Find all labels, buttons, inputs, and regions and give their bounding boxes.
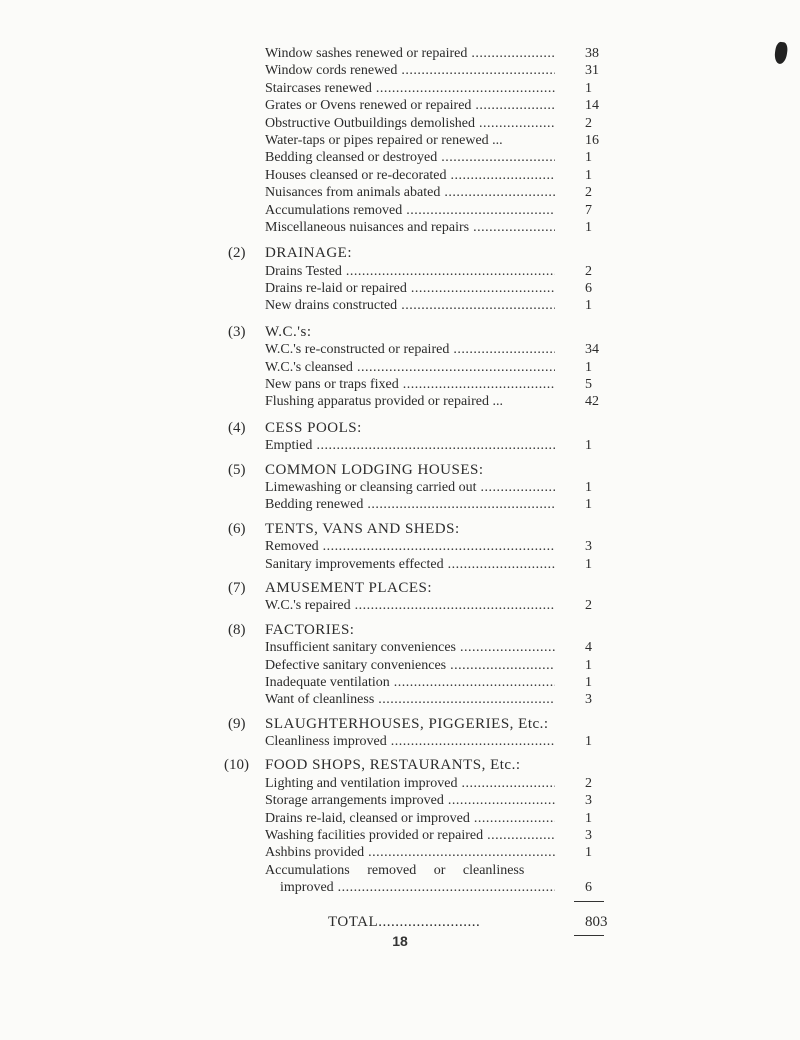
list-item	[228, 359, 608, 376]
item-value: 31	[585, 63, 599, 79]
section-common-lodging-houses	[228, 462, 608, 514]
item-value: 1	[585, 80, 592, 96]
item-value: 1	[585, 845, 592, 861]
item-label: Removed .....	[265, 538, 555, 555]
item-value: 1	[585, 497, 592, 513]
section-heading: FOOD SHOPS, RESTAURANTS, Etc.:	[265, 757, 521, 774]
item-label: New drains constructed .....	[265, 297, 555, 314]
section-food-shops	[224, 757, 608, 896]
section-heading: DRAINAGE:	[265, 245, 352, 262]
item-value: 1	[585, 298, 592, 314]
item-value: 42	[585, 394, 599, 410]
section-number: (3)	[228, 323, 246, 340]
section-number: (2)	[228, 245, 246, 262]
total-rule-top	[574, 901, 604, 902]
item-label: Sanitary improvements effected .....	[265, 556, 555, 573]
list-item	[228, 674, 608, 691]
list-item	[228, 597, 608, 614]
item-label: Storage arrangements improved .....	[265, 792, 555, 809]
item-label: Emptied .....	[265, 437, 555, 454]
list-item	[228, 437, 608, 454]
item-label: Bedding renewed .....	[265, 496, 555, 513]
item-label: Miscellaneous nuisances and repairs .....	[265, 219, 555, 236]
item-value: 2	[585, 185, 592, 201]
item-label: W.C.'s cleansed .....	[265, 359, 555, 376]
section-number: (7)	[228, 579, 246, 596]
section-amusement-places	[228, 580, 608, 615]
item-value: 2	[585, 775, 592, 791]
section-heading: CESS POOLS:	[265, 419, 362, 436]
item-label: Water-taps or pipes repaired or renewed ...	[265, 132, 503, 148]
item-value: 4	[585, 640, 592, 656]
item-value: 5	[585, 377, 592, 393]
item-value: 1	[585, 674, 592, 690]
list-item	[228, 45, 608, 62]
item-value: 6	[585, 880, 592, 896]
item-value: 1	[585, 734, 592, 750]
item-label: Lighting and ventilation improved .....	[265, 775, 555, 792]
section-heading: COMMON LODGING HOUSES:	[265, 461, 484, 478]
item-value: 34	[585, 342, 599, 358]
item-value: 1	[585, 359, 592, 375]
item-value: 38	[585, 46, 599, 61]
section-number: (10)	[224, 757, 249, 774]
list-item	[228, 639, 608, 656]
item-label: Grates or Ovens renewed or repaired .....	[265, 97, 555, 114]
item-label: Washing facilities provided or repaired .....	[265, 827, 555, 844]
item-label: Window sashes renewed or repaired .....	[265, 45, 555, 62]
list-item	[228, 263, 608, 280]
item-value: 3	[585, 793, 592, 809]
item-label: W.C.'s repaired .....	[265, 597, 555, 614]
section-number: (6)	[228, 520, 246, 537]
item-value: 1	[585, 219, 592, 235]
list-item	[228, 792, 608, 809]
list-item	[228, 810, 608, 827]
item-label: Want of cleanliness .....	[265, 691, 555, 708]
section-heading: SLAUGHTERHOUSES, PIGGERIES, Etc.:	[265, 715, 549, 732]
item-value: 3	[585, 692, 592, 708]
section-number: (5)	[228, 461, 246, 478]
item-value: 1	[585, 150, 592, 166]
item-label: Houses cleansed or re-decorated .....	[265, 167, 555, 184]
list-item	[228, 691, 608, 708]
item-label: Defective sanitary conveniences .....	[265, 657, 555, 674]
page-number: 18	[392, 933, 408, 949]
item-value: 6	[585, 281, 592, 297]
total-row	[228, 909, 608, 935]
section-heading: W.C.'s:	[265, 323, 312, 340]
total-value: 803	[585, 913, 608, 930]
section-heading: FACTORIES:	[265, 621, 355, 638]
list-item	[228, 62, 608, 79]
list-item	[228, 733, 608, 750]
item-value: 3	[585, 828, 592, 844]
list-item	[228, 115, 608, 132]
item-label: Window cords renewed .....	[265, 62, 555, 79]
item-value: 2	[585, 115, 592, 131]
item-label: Drains re-laid or repaired .....	[265, 280, 555, 297]
section-factories	[228, 622, 608, 709]
list-item	[228, 297, 608, 314]
list-item	[228, 844, 608, 861]
item-label: Staircases renewed .....	[265, 80, 555, 97]
item-label: Obstructive Outbuildings demolished .....	[265, 115, 555, 132]
list-item	[228, 219, 608, 236]
list-item	[228, 393, 608, 410]
item-value: 1	[585, 657, 592, 673]
sanitary-works-list	[224, 45, 608, 941]
item-label: Accumulations removed or cleanliness	[265, 862, 525, 878]
list-item	[228, 538, 608, 555]
item-label: Flushing apparatus provided or repaired ...	[265, 394, 503, 410]
section-heading: TENTS, VANS AND SHEDS:	[265, 520, 460, 537]
item-value: 1	[585, 556, 592, 572]
section-drainage	[228, 245, 608, 315]
list-item	[228, 496, 608, 513]
item-value: 2	[585, 263, 592, 279]
item-label: W.C.'s re-constructed or repaired .....	[265, 341, 555, 358]
list-item	[228, 341, 608, 358]
top-items-group	[228, 45, 608, 236]
item-label: Drains re-laid, cleansed or improved .....	[265, 810, 555, 827]
item-label: Cleanliness improved .....	[265, 733, 555, 750]
item-label: Limewashing or cleansing carried out .....	[265, 479, 555, 496]
item-label: improved .....	[280, 879, 555, 896]
item-value: 7	[585, 202, 592, 218]
list-item	[228, 827, 608, 844]
item-label: Ashbins provided .....	[265, 844, 555, 861]
list-item	[228, 132, 608, 149]
item-value: 16	[585, 132, 599, 148]
list-item	[228, 479, 608, 496]
section-wcs	[228, 324, 608, 411]
list-item	[228, 80, 608, 97]
section-slaughterhouses	[228, 716, 608, 751]
section-number: (4)	[228, 419, 246, 436]
list-item	[228, 556, 608, 573]
item-value: 1	[585, 479, 592, 495]
section-tents-vans-sheds	[228, 521, 608, 573]
list-item	[228, 280, 608, 297]
item-value: 3	[585, 539, 592, 555]
list-item	[228, 167, 608, 184]
list-item	[228, 376, 608, 393]
total-label: TOTAL .....	[328, 909, 480, 935]
list-item	[228, 97, 608, 114]
list-item	[228, 184, 608, 201]
item-value: 1	[585, 810, 592, 826]
item-value: 1	[585, 167, 592, 183]
section-cess-pools	[228, 420, 608, 455]
list-item	[228, 657, 608, 674]
list-item	[228, 879, 608, 896]
item-value: 2	[585, 598, 592, 614]
item-label: Nuisances from animals abated .....	[265, 184, 555, 201]
item-label: Accumulations removed .....	[265, 202, 555, 219]
section-number: (8)	[228, 621, 246, 638]
item-value: 1	[585, 438, 592, 454]
list-item	[228, 775, 608, 792]
item-label: Bedding cleansed or destroyed .....	[265, 149, 555, 166]
section-number: (9)	[228, 715, 246, 732]
item-label: Inadequate ventilation .....	[265, 674, 555, 691]
list-item	[228, 862, 608, 879]
item-label: Insufficient sanitary conveniences .....	[265, 639, 555, 656]
list-item	[228, 149, 608, 166]
binding-mark	[774, 41, 789, 64]
item-value: 14	[585, 98, 599, 114]
section-heading: AMUSEMENT PLACES:	[265, 579, 432, 596]
item-label: New pans or traps fixed .....	[265, 376, 555, 393]
item-label: Drains Tested .....	[265, 263, 555, 280]
list-item	[228, 202, 608, 219]
